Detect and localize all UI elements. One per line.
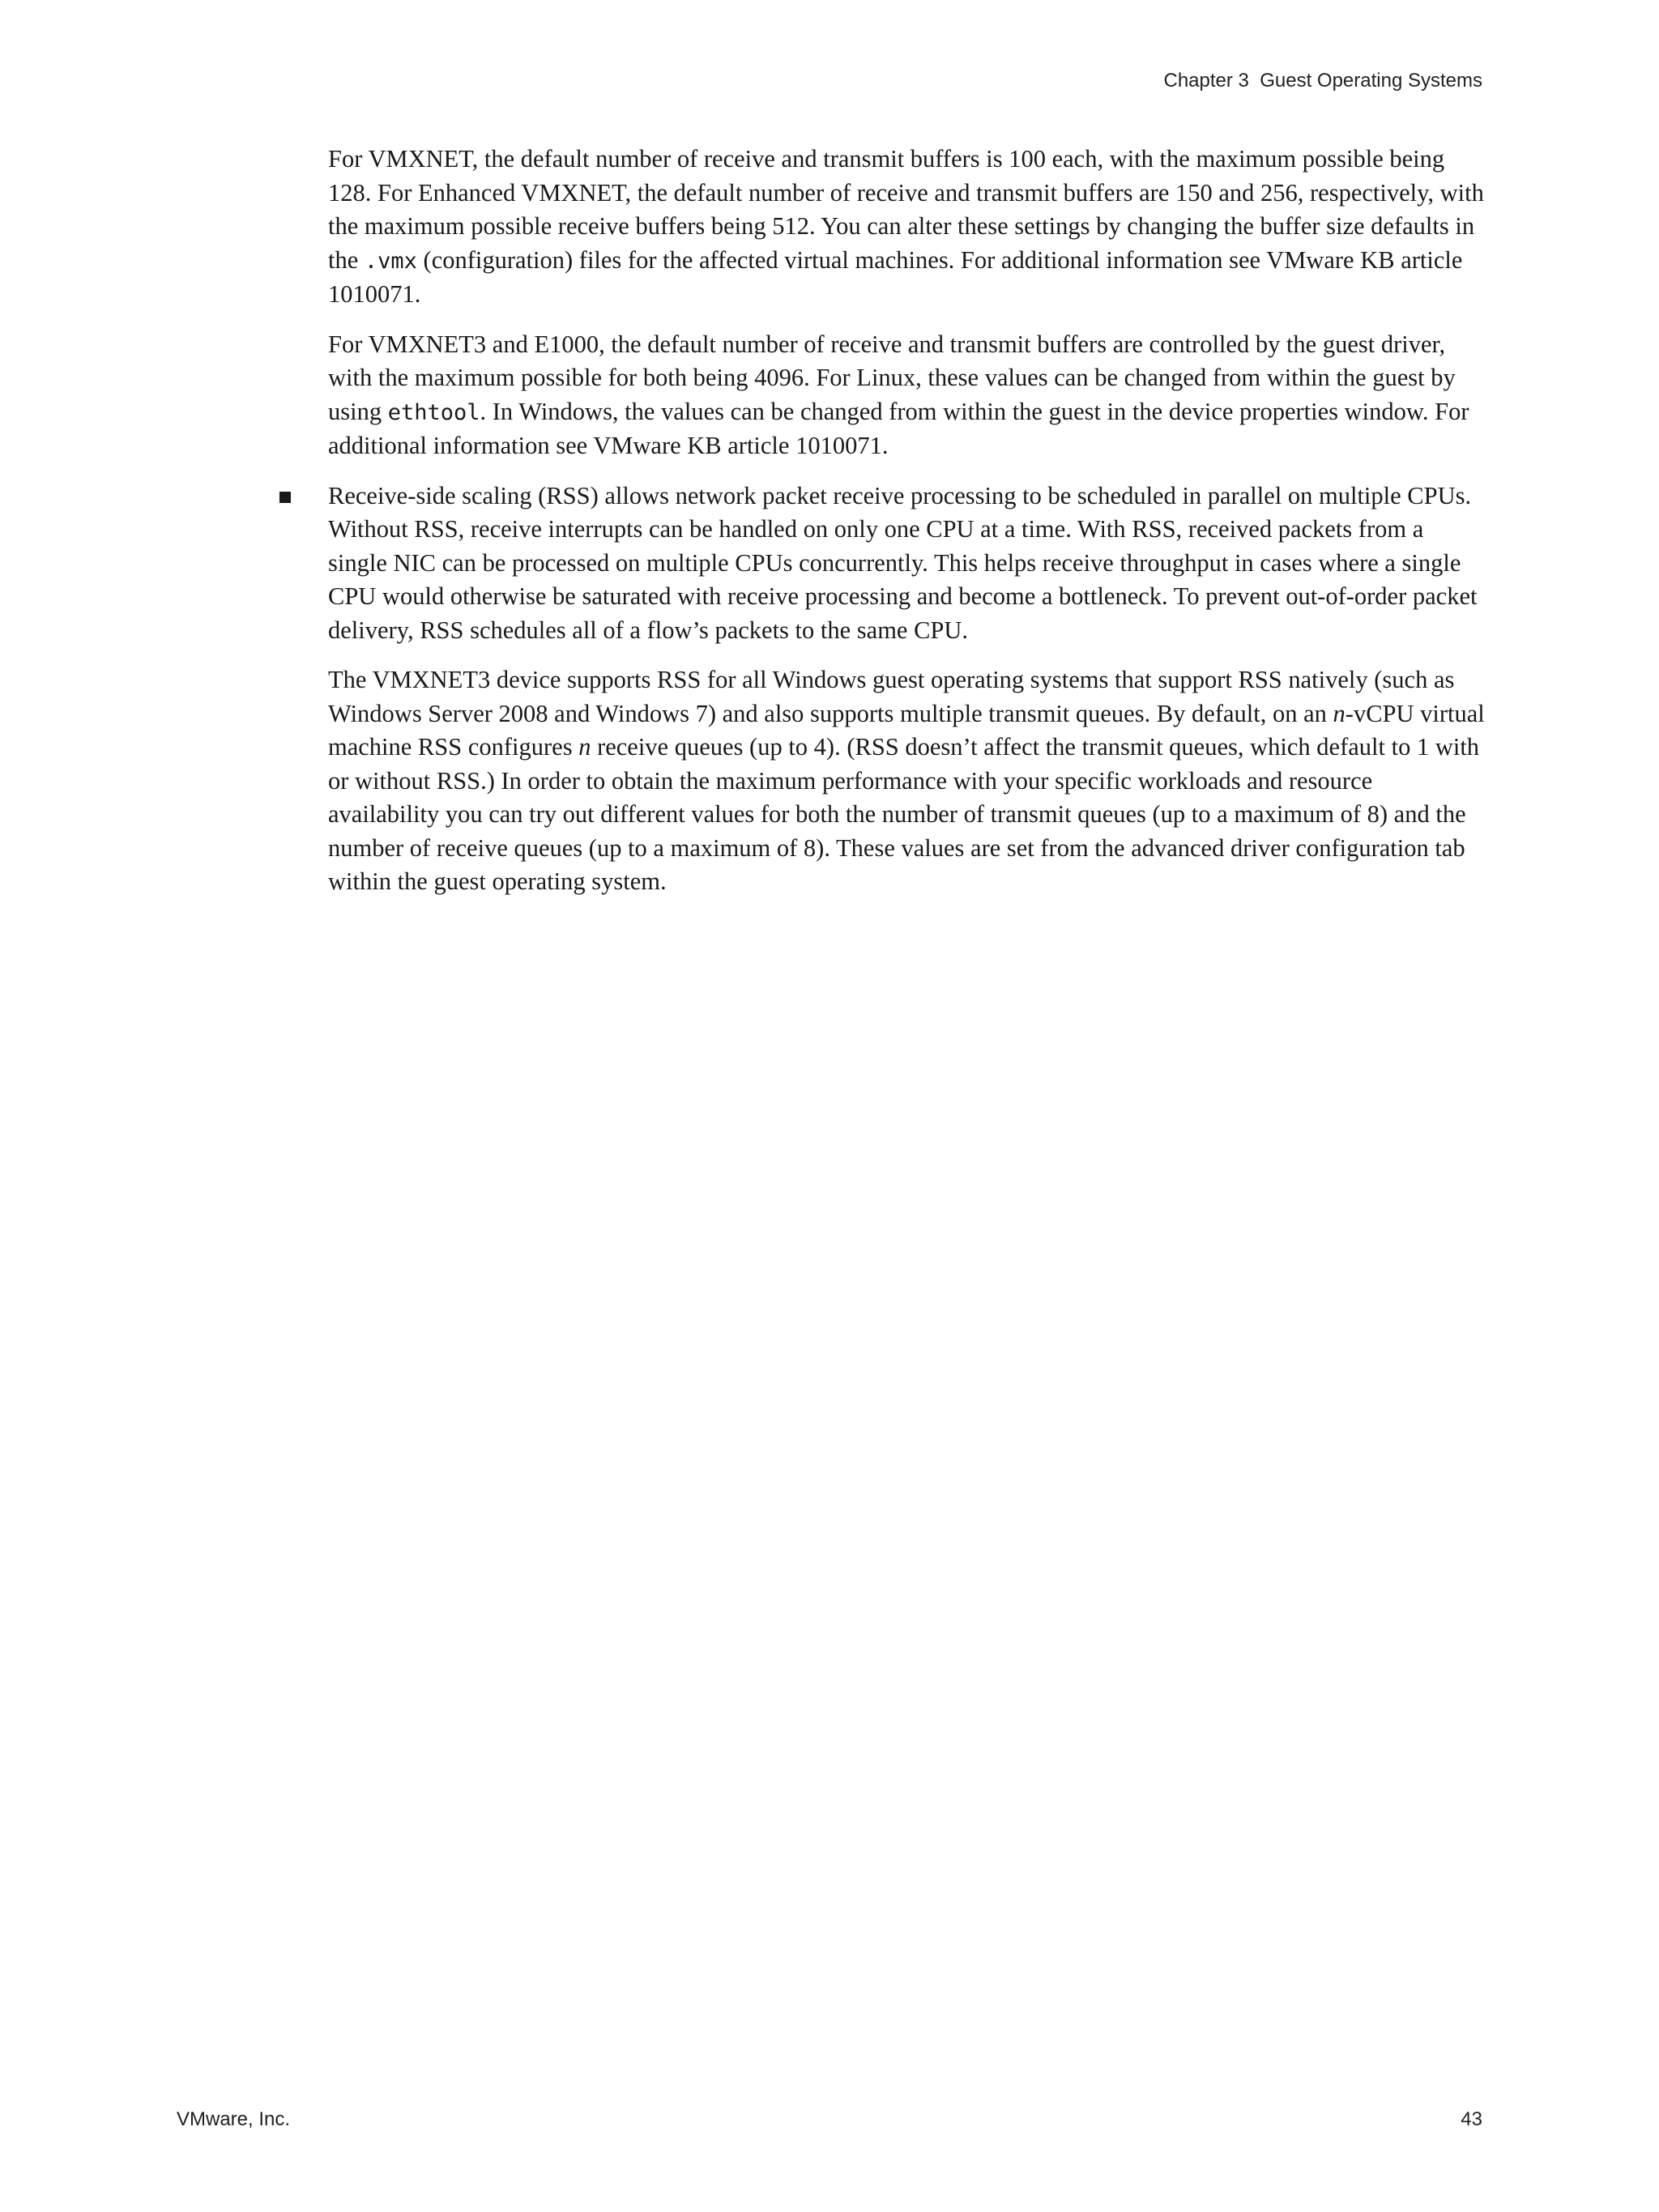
footer-company: VMware, Inc.	[177, 2108, 291, 2130]
paragraph-vmxnet-buffers	[328, 143, 1486, 312]
paragraph-text: The VMXNET3 device supports RSS for all Windows guest operating systems that support RSS natively (such as Windows Server 2008 and Windows 7) and also supports multiple transmit queues. By default, on an	[328, 666, 1455, 727]
paragraph-text: receive queues (up to 4). (RSS doesn’t affect the transmit queues, which default to 1 with or without RSS.) In order to obtain the maximum performance with your specific workloads and resource availability you can try out different values for both the number of transmit queues (up to a maximum of 8) and the number of receive queues (up to a maximum of 8). These values are set from the advanced driver configuration tab within the guest operating system.	[328, 733, 1480, 895]
paragraph-vmxnet3-rss	[328, 663, 1486, 899]
running-header: Chapter 3 Guest Operating Systems	[1163, 70, 1482, 92]
paragraph-text: For VMXNET3 and E1000, the default number of receive and transmit buffers are controlled by the guest driver, with the maximum possible for both being 4096. For Linux, these values can be changed from within the guest by using	[328, 330, 1456, 425]
bullet-item-rss	[328, 479, 1486, 648]
inline-code-ethtool: ethtool	[387, 399, 480, 425]
italic-n: n	[578, 733, 591, 761]
paragraph-text: For VMXNET, the default number of receive and transmit buffers is 100 each, with the maximum possible being 128. For Enhanced VMXNET, the default number of receive and transmit buffers are 150 and 256, respectively, with the maximum possible receive buffers being 512. You can alter these settings by changing the buffer size defaults in the	[328, 145, 1484, 274]
page-content	[328, 143, 1486, 915]
square-bullet-icon	[279, 492, 291, 503]
italic-n: n	[1333, 699, 1346, 727]
paragraph-text: -vCPU virtual machine RSS configures	[328, 699, 1485, 761]
paragraph-text: (configuration) files for the affected virtual machines. For additional information see VMware KB article 1010071.	[328, 245, 1463, 308]
footer-page-number: 43	[1461, 2108, 1482, 2130]
paragraph-vmxnet3-buffers	[328, 328, 1486, 463]
paragraph-text: . In Windows, the values can be changed from within the guest in the device properties window. For additional information see VMware KB article 1010071.	[328, 397, 1469, 459]
bullet-text: Receive-side scaling (RSS) allows network packet receive processing to be scheduled in parallel on multiple CPUs. Without RSS, receive interrupts can be handled on only one CPU at a time. With RSS, received packets from a single NIC can be processed on multiple CPUs concurrently. This helps receive throughput in cases where a single CPU would otherwise be saturated with receive processing and become a bottleneck. To prevent out-of-order packet delivery, RSS schedules all of a flow’s packets to the same CPU.	[328, 481, 1478, 644]
inline-code-vmx: .vmx	[364, 248, 417, 274]
